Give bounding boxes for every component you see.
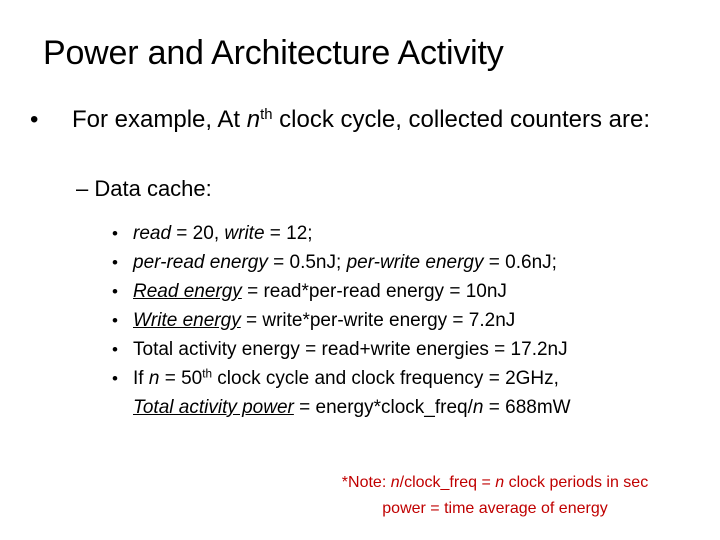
i4-rest: = write*per-write energy = 7.2nJ (240, 310, 516, 331)
bullet-dot-icon: • (112, 253, 118, 272)
i1-end: = 12; (264, 223, 313, 244)
sub-bullet-text: Data cache: (94, 176, 212, 201)
main-prefix: For example, At (72, 106, 247, 133)
detail-item-4 (112, 306, 712, 335)
i6-sup: th (202, 367, 213, 381)
i2-c: per-write energy (346, 252, 484, 273)
note-l1c: clock periods in sec (504, 474, 649, 491)
i6-label: Total activity power (133, 397, 294, 418)
i2-a: per-read energy (133, 252, 268, 273)
main-sup: th (260, 106, 273, 123)
i6-n: n (148, 368, 160, 389)
note-n2: n (495, 474, 505, 491)
bullet-dot-icon: • (112, 282, 118, 301)
i6-c: clock cycle and clock frequency = 2GHz, (212, 368, 559, 389)
sub-bullet: – Data cache: (76, 176, 212, 201)
i4-label: Write energy (133, 310, 241, 331)
footnote-line-2: power = time average of energy (382, 500, 608, 517)
detail-item-3 (112, 277, 712, 306)
footnote-line-1 (300, 470, 690, 496)
i6-e: = 688mW (483, 397, 571, 418)
note-n1: n (390, 474, 400, 491)
main-suffix: clock cycle, collected counters are: (272, 106, 651, 133)
i2-d: = 0.6nJ; (483, 252, 557, 273)
detail-item-6 (112, 364, 712, 422)
i6-a: If (133, 368, 149, 389)
bullet-dot-icon: • (112, 369, 118, 388)
i6-n2: n (472, 397, 484, 418)
main-n: n (246, 106, 261, 133)
note-l1b: /clock_freq = (399, 474, 496, 491)
bullet-dot-icon: • (112, 340, 118, 359)
footnote (300, 470, 690, 522)
i1-write: write (224, 223, 265, 244)
detail-item-5 (112, 335, 712, 364)
i6-b: = 50 (159, 368, 203, 389)
i2-b: = 0.5nJ; (267, 252, 347, 273)
i5-text: Total activity energy = read+write energies = 17.2nJ (133, 339, 568, 360)
bullet-dot-icon: • (112, 224, 118, 243)
i1-mid: = 20, (171, 223, 225, 244)
i6-d: = energy*clock_freq/ (293, 397, 473, 418)
i1-read: read (133, 223, 172, 244)
detail-list (112, 219, 712, 422)
i3-label: Read energy (133, 281, 242, 302)
detail-item-2 (112, 248, 712, 277)
main-bullet (30, 103, 690, 137)
bullet-dot-icon: • (30, 106, 39, 133)
i3-rest: = read*per-read energy = 10nJ (241, 281, 507, 302)
main-bullet-text (72, 103, 690, 137)
slide-title: Power and Architecture Activity (43, 34, 504, 72)
detail-item-1 (112, 219, 712, 248)
bullet-dot-icon: • (112, 311, 118, 330)
note-l1a: *Note: (341, 474, 391, 491)
